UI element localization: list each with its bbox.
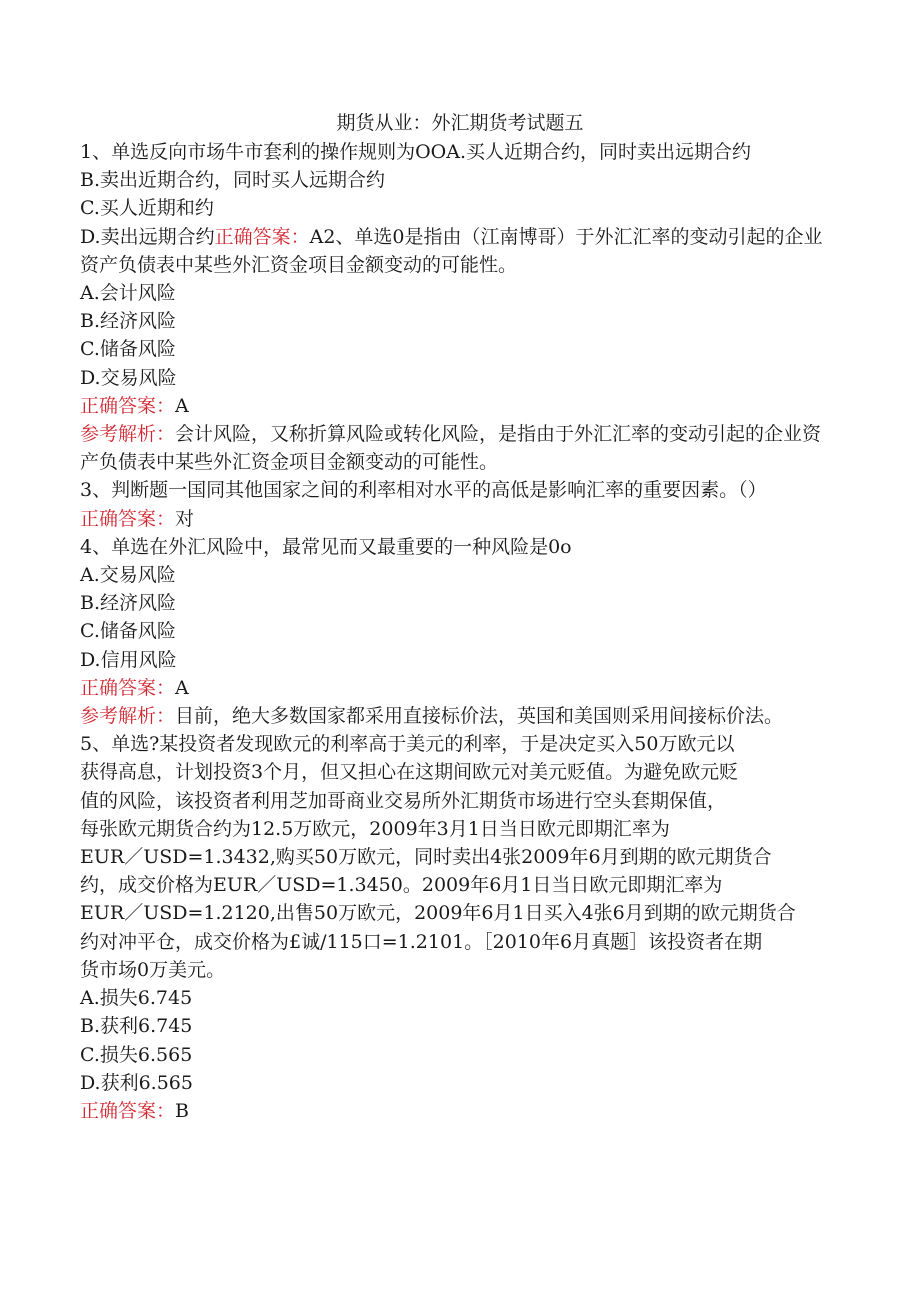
q5-stem-line-3: 值的风险，该投资者利用芝加哥商业交易所外汇期货市场进行空头套期保值， — [80, 789, 727, 812]
q5-option-b: B.获利6.745 — [80, 1015, 193, 1038]
q5-option-d: D.获利6.565 — [80, 1071, 193, 1094]
q4-stem: 4、单选在外汇风险中，最常见而又最重要的一种风险是0o — [80, 535, 572, 558]
q2-option-c: C.储备风险 — [80, 338, 176, 361]
q2-option-a: A.会计风险 — [80, 282, 176, 305]
q2-analysis-label: 参考解析： — [80, 423, 176, 446]
document-title: 期货从业：外汇期货考试题五 — [336, 112, 584, 134]
q5-stem-line-9: 货市场0万美元。 — [80, 958, 226, 981]
q4-analysis-label: 参考解析： — [80, 705, 176, 728]
q4-option-c: C.储备风险 — [80, 620, 176, 643]
q2-answer — [80, 392, 840, 420]
document-page — [80, 108, 840, 1125]
q4-answer-value: A — [175, 676, 189, 699]
q3-stem: 3、判断题一国同其他国家之间的利率相对水平的高低是影响汇率的重要因素。（） — [80, 479, 767, 502]
q5-stem-line-6: 约，成交价格为EUR／USD=1.3450。2009年6月1日当日欧元即期汇率为 — [80, 874, 723, 897]
q5-answer-value: B — [175, 1099, 189, 1122]
q1-option-d: D.卖出远期合约 — [80, 225, 215, 248]
q1-option-d-and-q2-stem — [80, 223, 840, 279]
q5-answer — [80, 1097, 840, 1125]
q2-analysis-text: 会计风险，又称折算风险或转化风险，是指由于外汇汇率的变动引起的企业资产负债表中某些外汇资金项目金额变动的可能性。 — [80, 423, 822, 474]
q1-answer-and-q2-stem: A2、单选0是指由（江南博哥）于外汇汇率的变动引起的企业资产负债表中某些外汇资金项目金额变动的可能性。 — [80, 225, 823, 276]
q5-answer-label: 正确答案： — [80, 1099, 176, 1122]
q5-stem-line-4: 每张欧元期货合约为12.5万欧元，2009年3月1日当日欧元即期汇率为 — [80, 817, 670, 840]
q4-analysis — [80, 702, 840, 730]
q4-option-a: A.交易风险 — [80, 564, 176, 587]
q3-answer — [80, 505, 840, 533]
q4-option-b: B.经济风险 — [80, 592, 177, 615]
q2-analysis — [80, 420, 840, 476]
q2-option-d: D.交易风险 — [80, 366, 177, 389]
q4-option-d: D.信用风险 — [80, 648, 177, 671]
q2-answer-value: A — [175, 394, 189, 417]
q5-stem-line-7: EUR／USD=1.2120,出售50万欧元，2009年6月1日买入4张6月到期的欧元期货合 — [80, 902, 796, 925]
q4-answer-label: 正确答案： — [80, 676, 176, 699]
q4-answer — [80, 674, 840, 702]
q1-answer-label: 正确答案： — [214, 225, 310, 248]
q2-answer-label: 正确答案： — [80, 394, 176, 417]
q1-option-c: C.买人近期和约 — [80, 197, 214, 220]
q5-stem-line-8: 约对冲平仓，成交价格为£诚/115口=1.2101。［2010年6月真题］该投资者在期 — [80, 930, 763, 953]
q5-stem-line-2: 获得高息，计划投资3个月，但又担心在这期间欧元对美元贬值。为避免欧元贬 — [80, 761, 739, 784]
q2-option-b: B.经济风险 — [80, 310, 177, 333]
q5-stem-line-1: 5、单选?某投资者发现欧元的利率高于美元的利率，于是决定买入50万欧元以 — [80, 733, 735, 756]
q3-answer-value: 对 — [175, 507, 195, 530]
q5-option-a: A.损失6.745 — [80, 987, 193, 1010]
q5-stem-line-5: EUR／USD=1.3432,购买50万欧元，同时卖出4张2009年6月到期的欧元期货合 — [80, 846, 772, 869]
q5-option-c: C.损失6.565 — [80, 1043, 193, 1066]
q4-analysis-text: 目前，绝大多数国家都采用直接标价法，英国和美国则采用间接标价法。 — [175, 705, 784, 728]
q3-answer-label: 正确答案： — [80, 507, 176, 530]
q1-option-b: B.卖出近期合约，同时买人远期合约 — [80, 169, 386, 192]
q1-stem: 1、单选反向市场牛市套利的操作规则为OOA.买人近期合约，同时卖出远期合约 — [80, 141, 752, 163]
